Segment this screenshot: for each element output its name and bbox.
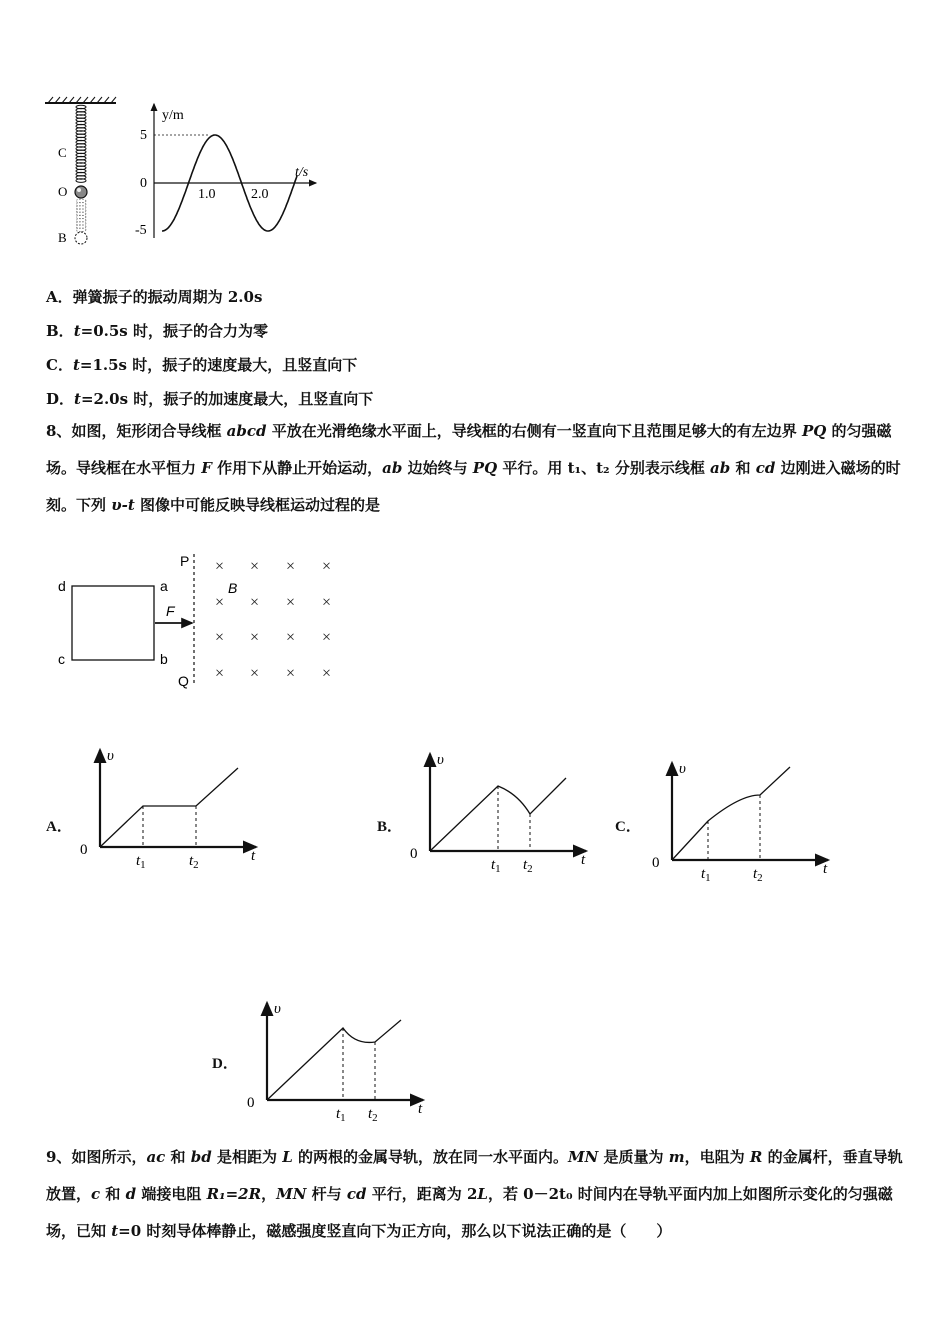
graph-c-letter: C． xyxy=(615,819,641,835)
y-axis-label: y/m xyxy=(162,108,184,123)
field-cross: × xyxy=(215,558,225,575)
loop-field-figure xyxy=(50,548,350,693)
x-axis-label: t/s xyxy=(295,165,309,180)
option-c: C．t=1.5s 时，振子的速度最大，且竖直向下 xyxy=(46,356,358,374)
spring-coil-turn-dotted xyxy=(76,202,86,206)
displacement-time-graph xyxy=(130,98,330,248)
option-a: A．弹簧振子的振动周期为 2.0s xyxy=(46,288,263,306)
spring-coil-turn-dotted xyxy=(76,222,86,226)
origin-label: 0 xyxy=(652,855,660,871)
field-cross: × xyxy=(215,629,225,646)
graph-b-letter: B． xyxy=(377,819,403,835)
t-axis-label: t xyxy=(251,848,256,864)
field-cross: × xyxy=(322,665,332,682)
field-cross: × xyxy=(286,665,296,682)
corner-b: b xyxy=(160,651,168,667)
label-b: B xyxy=(58,230,67,245)
v-axis-label: υ xyxy=(679,761,686,777)
question-9: 9、如图所示，ac 和 bd 是相距为 L 的两根的金属导轨，放在同一水平面内。MN 是质量为 m，电阻为 R 的金属杆，垂直导轨放置，c 和 d 端接电阻 R₁=2R，MN 杆与 cd 平行，距离为 2L，若 0－2t₀ 时间内在导轨平面内加上如图所示变化的匀强磁场，已知 t=0 时刻导体棒静止，磁感强度竖直向下为正方向，那么以下说法正确的是（ ） xyxy=(46,1148,903,1240)
spring-coil-turn-dotted xyxy=(76,228,86,232)
spring-coil-turn-dotted xyxy=(76,218,86,222)
option-b: B．t=0.5s 时，振子的合力为零 xyxy=(46,322,268,340)
y-tick-5: 5 xyxy=(140,128,147,143)
spring-coil-turn-dotted xyxy=(76,209,86,213)
field-label: B xyxy=(228,580,238,596)
graph-b xyxy=(408,746,598,876)
t2-label: $t_2$ xyxy=(368,1106,378,1124)
graph-d xyxy=(245,995,435,1125)
t1-label: $t_1$ xyxy=(136,853,146,871)
field-cross: × xyxy=(250,629,260,646)
x-tick-2: 2.0 xyxy=(251,187,269,202)
v-t-curve xyxy=(100,768,238,847)
spring-coil-turn-dotted xyxy=(76,225,86,229)
field-cross: × xyxy=(322,594,332,611)
field-cross: × xyxy=(322,558,332,575)
spring-coil-turn-dotted xyxy=(76,212,86,216)
x-tick-1: 1.0 xyxy=(198,187,216,202)
spring-coil-turn-dotted xyxy=(76,215,86,219)
label-p: P xyxy=(180,553,190,569)
t-axis-label: t xyxy=(418,1101,423,1117)
v-axis-label: υ xyxy=(107,748,114,764)
origin-label: 0 xyxy=(410,846,418,862)
graph-d-letter: D． xyxy=(212,1056,238,1072)
t-axis-label: t xyxy=(823,861,828,877)
spring-coil-turn-dotted xyxy=(76,206,86,210)
field-cross: × xyxy=(322,629,332,646)
graph-a xyxy=(78,742,268,872)
y-tick-neg5: -5 xyxy=(135,223,147,238)
v-axis-label: υ xyxy=(274,1001,281,1017)
option-d: D．t=2.0s 时，振子的加速度最大，且竖直向下 xyxy=(46,390,374,408)
origin-label: 0 xyxy=(80,842,88,858)
field-cross: × xyxy=(286,558,296,575)
corner-a: a xyxy=(160,578,168,594)
corner-d: d xyxy=(58,578,66,594)
spring-coil-turn-dotted xyxy=(76,199,86,203)
v-t-curve xyxy=(672,767,790,860)
field-cross: × xyxy=(286,594,296,611)
graph-a-letter: A． xyxy=(46,819,72,835)
corner-c: c xyxy=(58,651,65,667)
y-tick-0: 0 xyxy=(140,176,147,191)
v-axis-label: υ xyxy=(437,752,444,768)
field-cross: × xyxy=(215,665,225,682)
label-q: Q xyxy=(178,673,189,689)
v-t-curve xyxy=(267,1020,401,1100)
t1-label: $t_1$ xyxy=(701,866,711,884)
label-o: O xyxy=(58,184,68,199)
graph-c xyxy=(650,755,840,885)
t2-label: $t_2$ xyxy=(753,866,763,884)
field-cross: × xyxy=(215,594,225,611)
spring-oscillator-figure xyxy=(40,95,130,255)
t2-label: $t_2$ xyxy=(523,857,533,875)
origin-label: 0 xyxy=(247,1095,255,1111)
t1-label: $t_1$ xyxy=(491,857,501,875)
force-label: F xyxy=(166,603,175,619)
t-axis-label: t xyxy=(581,852,586,868)
field-cross: × xyxy=(250,558,260,575)
question-8: 8、如图，矩形闭合导线框 abcd 平放在光滑绝缘水平面上，导线框的右侧有一竖直向下且范围足够大的有左边界 PQ 的匀强磁场。导线框在水平恒力 F 作用下从静止开始运动，ab 边始终与 PQ 平行。用 t₁、t₂ 分别表示线框 ab 和 cd 边刚进入磁场的时刻。下列 υ-t 图像中可能反映导线框运动过程的是 xyxy=(46,422,901,514)
t2-label: $t_2$ xyxy=(189,853,199,871)
field-cross: × xyxy=(250,665,260,682)
label-c: C xyxy=(58,145,67,160)
field-cross: × xyxy=(250,594,260,611)
wire-loop xyxy=(72,586,154,660)
field-cross: × xyxy=(286,629,296,646)
t1-label: $t_1$ xyxy=(336,1106,346,1124)
